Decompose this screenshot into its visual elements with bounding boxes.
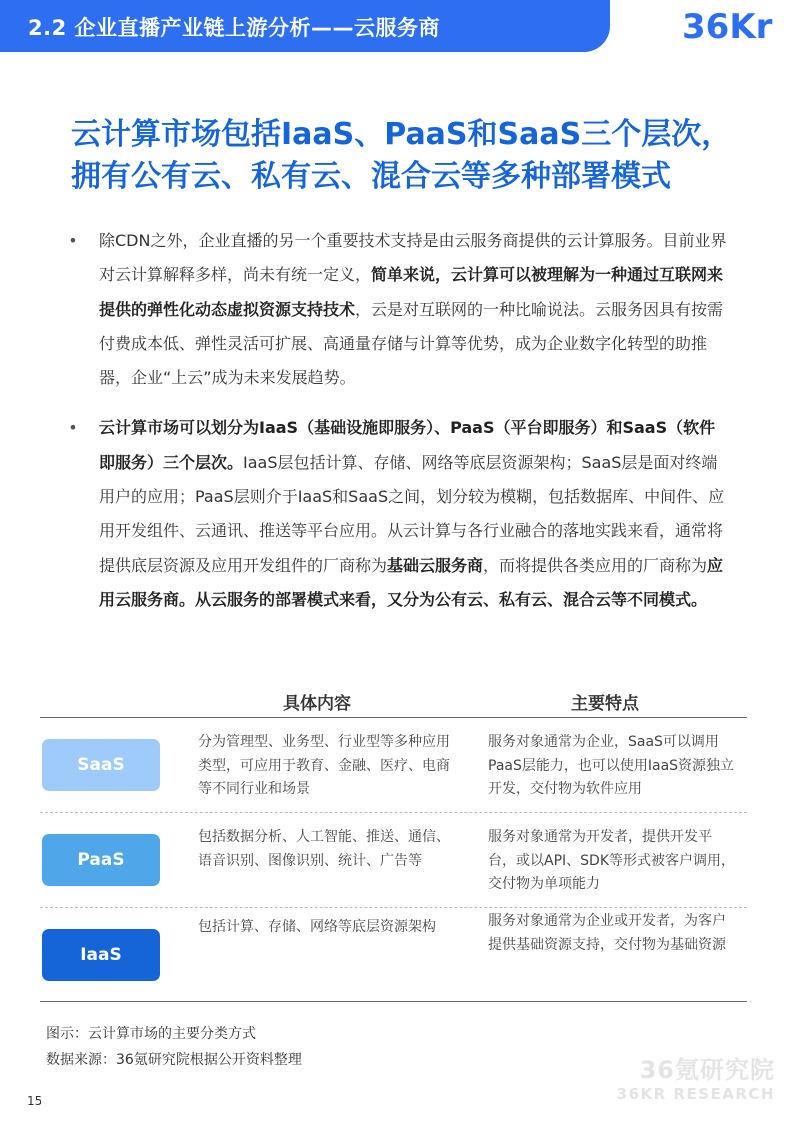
bullet-text: IaaS层包括计算、存储、网络等底层资源架构；SaaS层是面对终端用户的应用；PaaS层则介于IaaS和SaaS之间，划分较为模糊，包括数据库、中间件、应用开发组件、云通讯、推送等平台应用。从云计算与各行业融合的落地实践来看，通常将提供底层资源及应用开发组件的厂商称为 — [99, 452, 725, 575]
watermark-cn: 36氪研究院 — [639, 1056, 775, 1084]
headline-line-1: 云计算市场包括IaaS、PaaS和SaaS三个层次， — [71, 117, 732, 152]
figure-title: 图示：云计算市场的主要分类方式 — [46, 1026, 256, 1042]
bullet-item-cloud-layers — [66, 411, 731, 617]
iaas-label-pill: IaaS — [42, 929, 160, 981]
bullet-bold-text: 应用云服务商。 — [99, 555, 724, 609]
paas-label-pill: PaaS — [42, 834, 160, 886]
table-cell-features: 服务对象通常为企业，SaaS可以调用PaaS层能力，也可以使用IaaS资源独立开发，交付物为软件应用 — [488, 734, 735, 797]
column-header-content: 具体内容 — [283, 694, 351, 714]
bullet-item-cloud-definition — [66, 224, 731, 395]
data-source: 数据来源：36氪研究院根据公开资料整理 — [46, 1052, 302, 1068]
bullet-text: ，而将提供各类应用的厂商称为 — [483, 555, 708, 575]
bullet-text: ，云是对互联网的一种比喻说法。云服务因具有按需付费成本低、弹性灵活可扩展、高通量存储与计算等优势，成为企业数字化转型的助推器，企业“上云”成为未来发展趋势。 — [99, 299, 724, 388]
table-row-iaas — [40, 908, 747, 1004]
figure-caption — [46, 1021, 302, 1073]
table-row-paas — [40, 813, 747, 909]
bullet-bold-text: 从云服务的部署模式来看，又分为公有云、私有云、混合云等不同模式。 — [195, 589, 708, 609]
bullet-bold-text: 基础云服务商 — [387, 555, 484, 575]
headline-line-2: 拥有公有云、私有云、混合云等多种部署模式 — [71, 159, 671, 194]
table-cell-features: 服务对象通常为企业或开发者，为客户提供基础资源支持，交付物为基础资源 — [488, 913, 726, 953]
table-cell-content: 包括数据分析、人工智能、推送、通信、语音识别、图像识别、统计、广告等 — [198, 829, 450, 869]
36kr-research-watermark — [617, 1055, 775, 1103]
saas-label-pill: SaaS — [42, 739, 160, 791]
36kr-logo-text: 36Kr — [682, 7, 773, 47]
bullet-bold-text: 简单来说，云计算可以被理解为一种通过互联网来提供的弹性化动态虚拟资源支持技术 — [99, 265, 724, 319]
bullet-marker: • — [68, 418, 78, 438]
table-cell-content: 分为管理型、业务型、行业型等多种应用类型，可应用于教育、金融、医疗、电商等不同行业和场景 — [198, 734, 450, 797]
column-header-features: 主要特点 — [571, 694, 639, 714]
bullet-marker: • — [68, 231, 78, 250]
section-title: 2.2 企业直播产业链上游分析——云服务商 — [28, 16, 441, 40]
bullet-list — [66, 224, 731, 617]
36kr-logo — [672, 0, 792, 56]
table-row-saas — [40, 718, 747, 814]
table-cell-content: 包括计算、存储、网络等底层资源架构 — [198, 919, 436, 935]
table-bottom-rule — [40, 1001, 747, 1002]
page-headline — [71, 114, 761, 198]
bullet-bold-text: 云计算市场可以划分为IaaS（基础设施即服务）、PaaS（平台即服务）和SaaS（软件即服务）三个层次。 — [99, 418, 716, 472]
page-number: 15 — [27, 1094, 43, 1108]
bullet-text: 除CDN之外，企业直播的另一个重要技术支持是由云服务商提供的云计算服务。目前业界对云计算解释多样，尚未有统一定义， — [99, 231, 727, 285]
header-bar — [0, 0, 610, 52]
watermark-en: 36KR RESEARCH — [616, 1085, 775, 1103]
table-cell-features: 服务对象通常为开发者，提供开发平台，或以API、SDK等形式被客户调用，交付物为单项能力 — [488, 829, 735, 892]
cloud-classification-table — [40, 686, 747, 1002]
